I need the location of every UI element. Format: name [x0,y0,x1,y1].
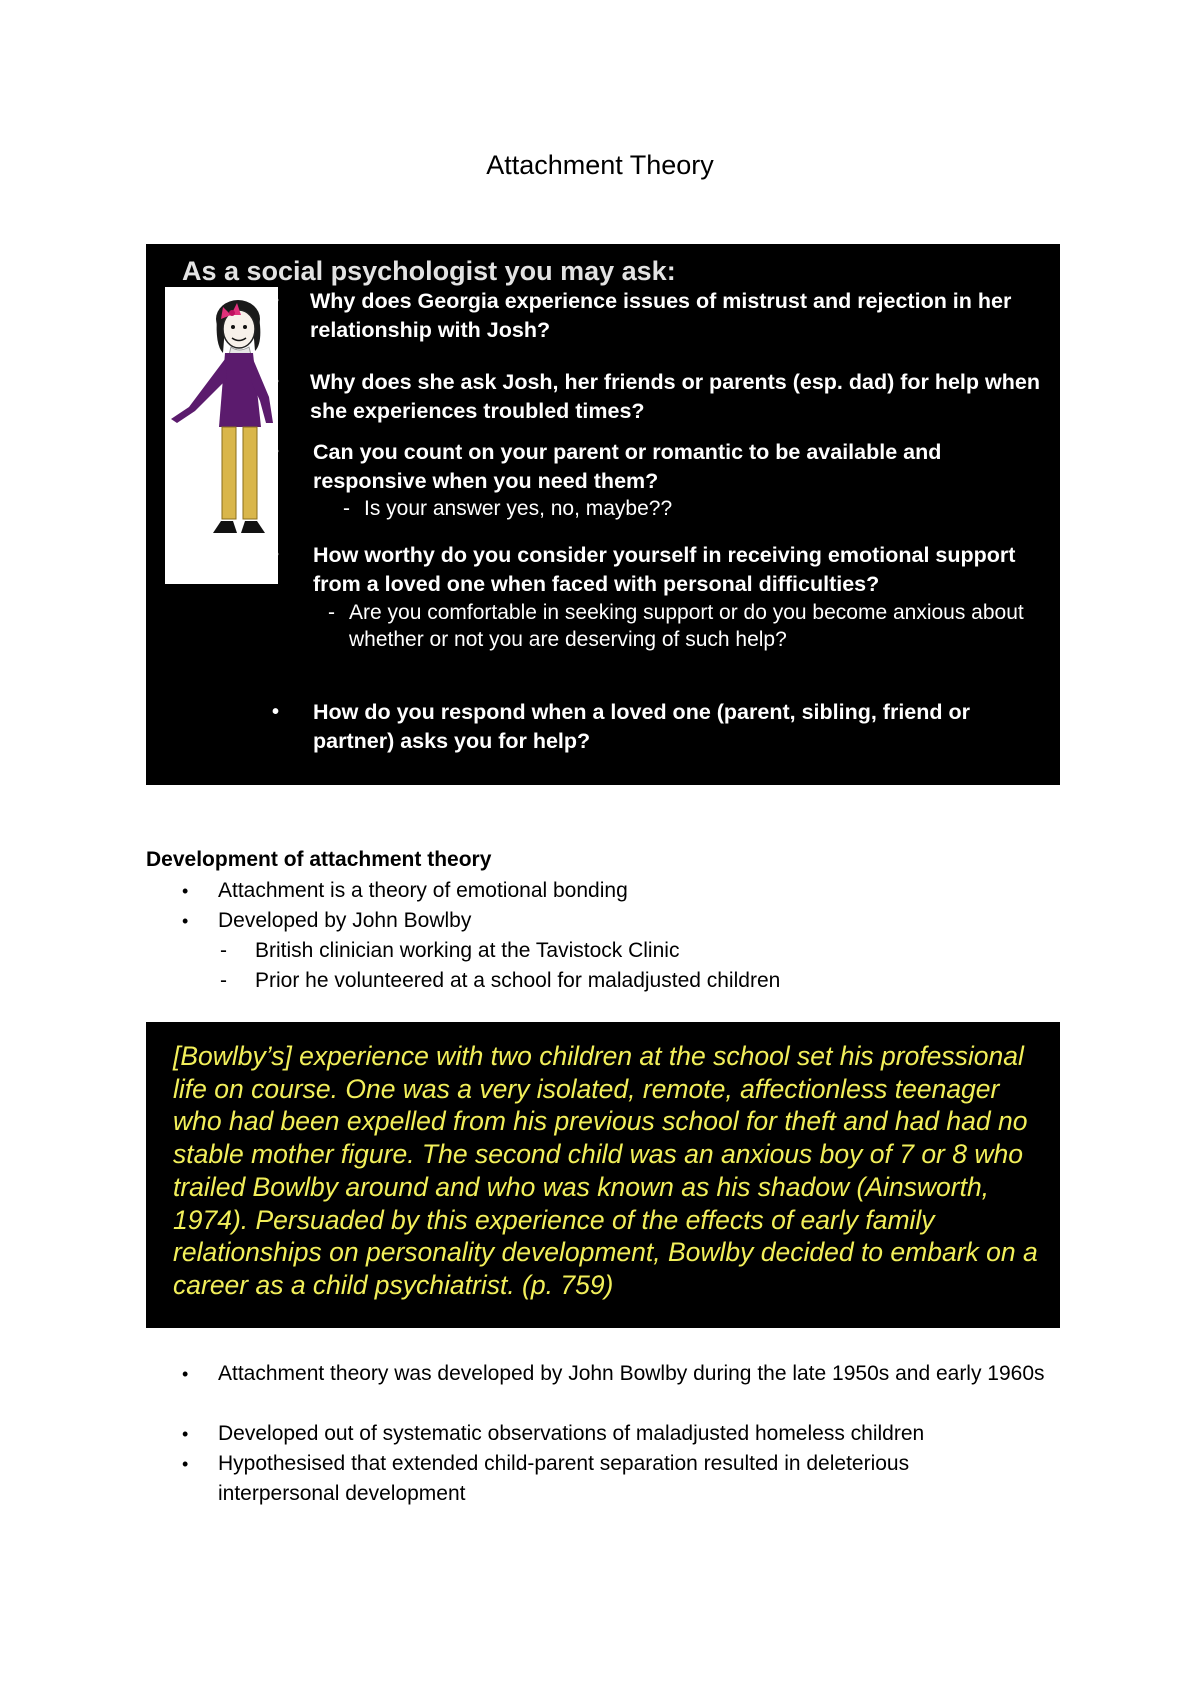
question-item: How do you respond when a loved one (parent, sibling, friend or partner) asks you for help? [313,700,970,753]
list-bullet: • [182,911,189,931]
quote-text: [Bowlby’s] experience with two children at the school set his professional life on course. One was a very isolated, remote, affectionless teenager who had been expelled from his previous school for theft and had had no stable mother figure. The second child was an anxious boy of 7 or 8 who trailed Bowlby around and who was known as his shadow (Ainsworth, 1974). Persuaded by this experience of the effects of early family relationships on personality development, Bowlby decided to embark on a career as a child psychiatrist. (p. 759) [173,1041,1038,1300]
list-bullet: • [182,881,189,901]
list-item: Attachment theory was developed by John Bowlby during the late 1950s and early 1960s [218,1362,1045,1385]
sub-question-dash: - [328,601,335,624]
question-bullet: • [272,371,280,393]
question-item: Can you count on your parent or romantic to be available and responsive when you need them? [313,440,942,493]
section-heading: Development of attachment theory [146,848,492,871]
question-item: Why does she ask Josh, her friends or parents (esp. dad) for help when she experiences troubled times? [310,370,1040,423]
list-dash: - [220,969,227,992]
list-subitem: British clinician working at the Tavistock Clinic [255,939,680,962]
question-bullet: • [272,441,280,463]
question-bullet: • [272,544,280,566]
list-subitem: Prior he volunteered at a school for maladjusted children [255,969,781,992]
sub-question-dash: - [343,497,350,520]
sub-question: Is your answer yes, no, maybe?? [364,497,673,520]
list-item: Developed by John Bowlby [218,909,472,932]
list-dash: - [220,939,227,962]
list-bullet: • [182,1424,189,1444]
question-item: Why does Georgia experience issues of mistrust and rejection in her relationship with Josh? [310,289,1012,342]
sub-question: Are you comfortable in seeking support or do you become anxious about whether or not you are deserving of such help? [349,601,1024,651]
list-bullet: • [182,1364,189,1384]
list-bullet: • [182,1454,189,1474]
slide-heading: As a social psychologist you may ask: [182,256,676,286]
question-bullet: • [272,701,280,723]
list-item: Hypothesised that extended child-parent separation resulted in deleterious interpersonal development [218,1452,910,1505]
girl-cartoon-figure-icon [165,287,278,584]
question-item: How worthy do you consider yourself in receiving emotional support from a loved one when faced with personal difficulties? [313,543,1016,596]
page-title: Attachment Theory [486,150,714,180]
quote-slide [146,1022,1060,1328]
list-item: Developed out of systematic observations of maladjusted homeless children [218,1422,925,1445]
question-bullet: • [272,290,280,312]
list-item: Attachment is a theory of emotional bonding [218,879,628,902]
questions-slide [146,244,1060,785]
